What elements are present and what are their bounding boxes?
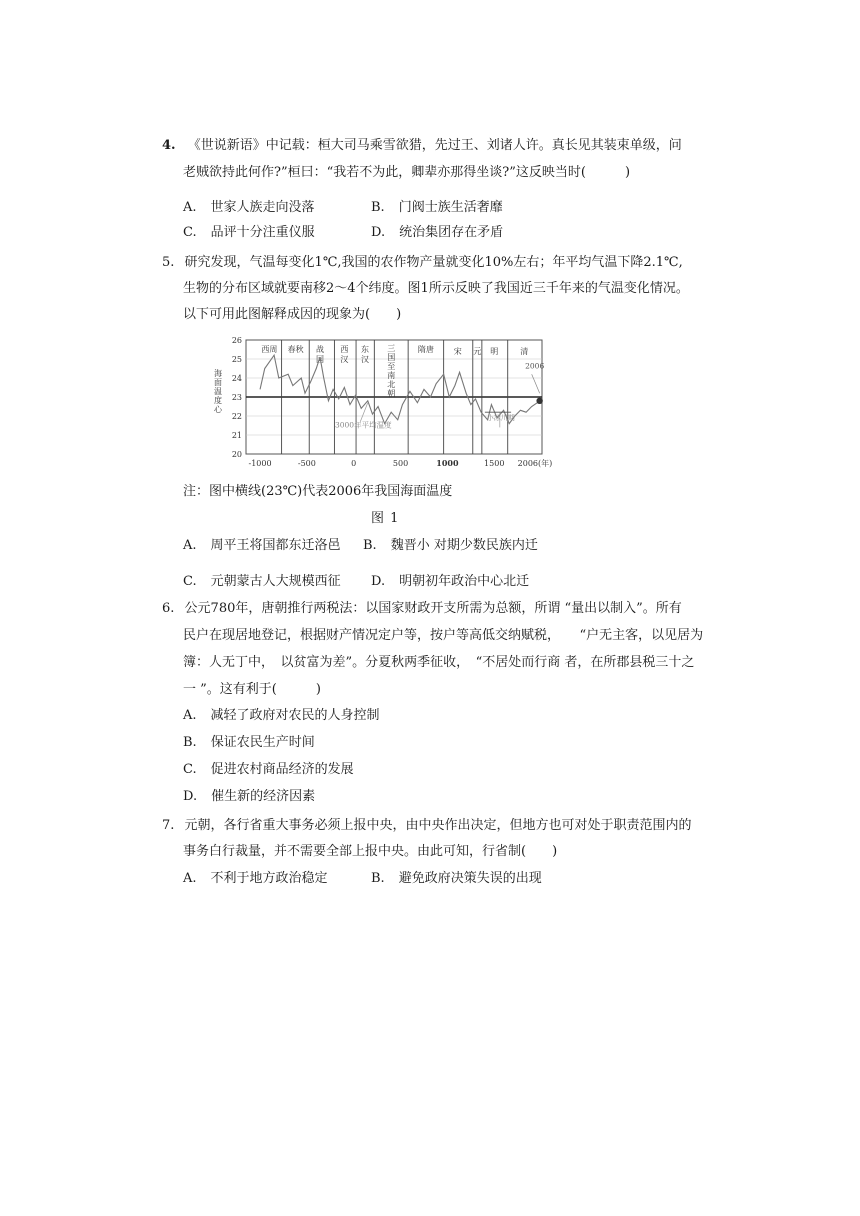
q6-option-d[interactable]: D. 催生新的经济因素 [183, 789, 316, 804]
y-axis-label: 海面温度心 [214, 369, 222, 414]
era-label: 元 [473, 347, 482, 356]
q4-option-b[interactable]: B. 门阀士族生活奢靡 [371, 200, 503, 215]
era-label: 东汉 [360, 345, 369, 364]
q7-option-a[interactable]: A. 不利于地方政治稳定 [183, 871, 328, 886]
x-tick-label: -500 [297, 459, 316, 468]
x-tick-label: 2006(年) [517, 459, 552, 468]
era-label: 春秋 [287, 345, 304, 354]
temperature-chart-svg [212, 336, 552, 472]
era-label: 西周 [261, 345, 278, 354]
temperature-chart [212, 336, 552, 472]
q6-option-b[interactable]: B. 保证农民生产时间 [183, 735, 315, 750]
q5-text1: 研究发现，气温每变化1℃,我国的农作物产量就变化10%左右；年平均气温下降2.1℃, [184, 255, 683, 270]
era-label: 战国 [316, 345, 324, 364]
q6-number: 6. [162, 601, 175, 616]
annotation-2006-pointer [532, 374, 540, 393]
y-tick-label: 26 [231, 336, 242, 345]
x-tick-label: -1000 [248, 459, 272, 468]
q6-line2: 民户在现居地登记，根据财产情况定户等，按户等高低交纳赋税， “户无主客，以见居为 [183, 628, 704, 643]
era-label: 三国至南北朝 [387, 344, 396, 398]
q5-option-a[interactable]: A. 周平王将国都东迁洛邑 [183, 538, 341, 553]
era-label: 隋唐 [417, 345, 434, 354]
x-tick-label: 1500 [484, 459, 505, 468]
q6-line3: 簿：人无丁中， 以贫富为差”。分夏秋两季征收， “不居处而行商 者，在所郡县税三十之 [183, 655, 695, 670]
q7-line1 [162, 817, 692, 835]
y-tick-label: 25 [231, 355, 242, 364]
y-tick-label: 23 [231, 393, 242, 402]
q4-number: 4. [162, 138, 176, 153]
era-label: 宋 [453, 347, 462, 356]
q7-line2: 事务白行裁量，并不需要全部上报中央。由此可知，行省制( ) [183, 844, 558, 859]
q4-line2: 老贼欲持此何作?”桓曰：“我若不为此，卿辈亦那得坐谈?”这反映当时( ) [183, 165, 631, 180]
q6-line4: 一 ”。这有利于( ) [183, 682, 321, 697]
q6-text1: 公元780年，唐朝推行两税法：以国家财政开支所需为总额，所谓 “量出以制入”。所有 [184, 601, 682, 616]
q7-text1: 元朝，各行省重大事务必须上报中央，由中央作出决定，但地方也可对处于职责范围内的 [184, 818, 692, 833]
era-label: 西汉 [340, 345, 349, 364]
y-tick-label: 22 [231, 412, 242, 421]
era-label: 清 [520, 347, 529, 356]
endpoint-2006-dot [536, 398, 542, 404]
q5-line2: 生物的分布区域就要南移2～4个纬度。图1所示反映了我国近三千年来的气温变化情况。 [183, 281, 689, 296]
q5-option-c[interactable]: C. 元朝蒙古人大规模西征 [183, 574, 341, 589]
q5-line1 [162, 254, 683, 272]
q4-text1: 《世说新语》中记载：桓大司马乘雪欲猎，先过王、刘诸人许。真长见其装束单级，问 [187, 138, 682, 153]
annotation-3000yr-average: 3000年平均温度 [334, 420, 392, 430]
q6-line1 [162, 600, 682, 618]
q4-option-a[interactable]: A. 世家人族走向没落 [183, 200, 315, 215]
y-tick-label: 24 [231, 374, 242, 383]
x-tick-label: 500 [392, 459, 409, 468]
q4-option-c[interactable]: C. 品评十分注重仪服 [183, 225, 315, 240]
q5-option-d[interactable]: D. 明朝初年政治中心北迁 [371, 574, 530, 589]
annotation-little-ice-age: 小冰川期 [486, 413, 515, 422]
y-tick-label: 21 [231, 431, 242, 440]
q5-number: 5. [162, 255, 175, 270]
q7-number: 7. [162, 818, 175, 833]
q5-option-b[interactable]: B. 魏晋小 对期少数民族内迁 [363, 538, 538, 553]
figure-caption: 图 1 [371, 511, 400, 526]
q4-option-d[interactable]: D. 统治集团存在矛盾 [371, 225, 504, 240]
era-label: 明 [490, 347, 499, 356]
q6-option-c[interactable]: C. 促进农村商品经济的发展 [183, 762, 354, 777]
q5-note: 注：图中横线(23℃)代表2006年我国海面温度 [183, 484, 453, 499]
x-tick-label: 1000 [436, 458, 459, 468]
q5-line3: 以下可用此图解释成因的现象为( ) [183, 307, 402, 322]
q4-line1 [162, 137, 682, 155]
y-tick-label: 20 [231, 450, 242, 459]
x-tick-label: 0 [351, 459, 357, 468]
q7-option-b[interactable]: B. 避免政府决策失误的出现 [371, 871, 542, 886]
annotation-2006: 2006 [525, 361, 545, 371]
q6-option-a[interactable]: A. 减轻了政府对农民的人身控制 [183, 708, 380, 723]
